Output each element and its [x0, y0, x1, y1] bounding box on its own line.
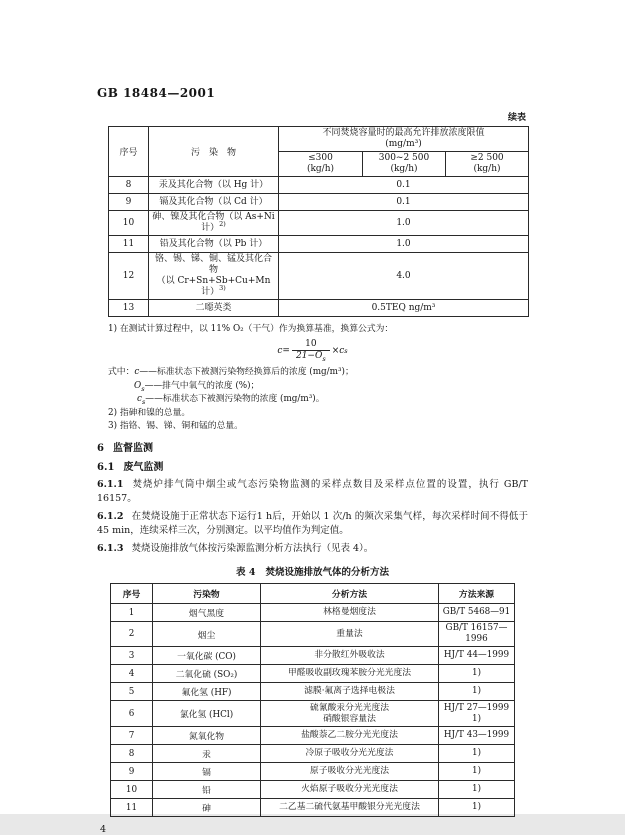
- table-row: [111, 745, 515, 763]
- pollutant-cell: 氯化氢 (HCl): [153, 701, 261, 727]
- pollutant-text: 镉及其化合物（以 Cd 计）: [159, 196, 268, 207]
- limit-value-cell: 0.5TEQ ng/m³: [279, 300, 529, 317]
- section-number: 6: [97, 442, 104, 454]
- method-cell: [261, 647, 439, 665]
- pollutant-name: [151, 212, 276, 234]
- conversion-formula: c = $\frac{10}{21-O_s}$ × c s: [277, 339, 348, 363]
- pollutant-cell: [149, 211, 279, 236]
- subcol-range: 300~2 500: [378, 153, 430, 163]
- method-text: 重量法: [336, 628, 363, 639]
- table1-col-pollutant-header: 污 染 物: [149, 127, 279, 177]
- row-number-cell: 6: [111, 701, 153, 727]
- method-text: 林格曼烟度法: [323, 607, 376, 617]
- clause-text: 焚烧炉排气筒中烟尘或气态污染物监测的采样点数目及采样点位置的设置，执行 GB/T 16157。: [97, 478, 528, 504]
- pollutant-cell: 氮氧化物: [153, 727, 261, 745]
- footnote-1: 1) 在测试计算过程中，以 11% O₂（干气）作为换算基准，换算公式为：: [108, 324, 394, 334]
- row-number-cell: 8: [109, 177, 149, 194]
- method-cell: [261, 727, 439, 745]
- clause-number: 6.1.2: [97, 510, 124, 522]
- table-row: [111, 622, 515, 647]
- emission-limits-table: [108, 126, 529, 317]
- source-text: 1): [471, 668, 482, 678]
- table-row: [111, 604, 515, 622]
- pollutant-cell: [149, 253, 279, 300]
- source-text-line2: 1): [471, 713, 482, 724]
- source-text: 1): [471, 766, 482, 776]
- method-text: 非分散红外吸收法: [314, 650, 385, 660]
- method-text: 滤膜·氟离子选择电极法: [304, 686, 395, 696]
- formula-equals: =: [282, 345, 290, 356]
- method-text: 火焰原子吸收分光光度法: [301, 784, 398, 794]
- pollutant-cell: 烟尘: [153, 622, 261, 647]
- source-cell: [439, 781, 515, 799]
- method-cell: [261, 604, 439, 622]
- definition-text: ——标准状态下被测污染物经换算后的浓度 (mg/m³)；: [139, 367, 354, 377]
- limit-title-text: 不同焚烧容量时的最高允许排放浓度限值: [322, 128, 485, 138]
- table4-title-label: 表 4: [236, 567, 256, 578]
- pollutant-cell: 二氧化硫 (SO₂): [153, 665, 261, 683]
- formula-fraction: [292, 339, 330, 362]
- row-number-cell: 2: [111, 622, 153, 647]
- pollutant-cell: 氟化氢 (HF): [153, 683, 261, 701]
- table-row: [109, 177, 529, 194]
- formula-definition: [137, 393, 528, 407]
- pollutant-text: 二噁英类: [195, 302, 232, 313]
- section-title: 废气监测: [123, 461, 164, 473]
- method-text-line2: 硝酸银容量法: [323, 713, 376, 724]
- footnote-2: 2) 指砷和镍的总量。: [108, 407, 191, 418]
- source-text: 1): [471, 686, 482, 696]
- limit-value-cell: 4.0: [279, 253, 529, 300]
- clause-6-1-1: [97, 478, 528, 507]
- pollutant-cell: 砷: [153, 799, 261, 817]
- table4-title: [97, 564, 528, 578]
- table-row: [111, 763, 515, 781]
- method-cell: [261, 745, 439, 763]
- clause-number: 6.1.3: [97, 542, 124, 554]
- pollutant-cell: [149, 194, 279, 211]
- table4-col-pollutant-header: 污染物: [153, 584, 261, 604]
- footnote-ref: 2): [219, 220, 226, 228]
- table-row: [111, 781, 515, 799]
- limit-value-cell: 0.1: [279, 177, 529, 194]
- pollutant-cell: 一氧化碳 (CO): [153, 647, 261, 665]
- formula-definition: [134, 380, 528, 394]
- table-row: [111, 727, 515, 745]
- table-row: [111, 701, 515, 727]
- formula-denominator: [292, 350, 330, 362]
- section-title: 监督监测: [112, 442, 153, 454]
- row-number-cell: 9: [109, 194, 149, 211]
- method-cell: [261, 622, 439, 647]
- source-text: GB/T 5468—91: [442, 607, 511, 617]
- pollutant-name-line2: [151, 276, 276, 298]
- source-text: 1): [471, 802, 482, 812]
- table1-subcol-3-header: [446, 152, 529, 177]
- source-text: HJ/T 43—1999: [443, 730, 510, 740]
- section-heading-6-1: [97, 461, 528, 475]
- page-content: [97, 86, 528, 835]
- row-number-cell: 10: [109, 211, 149, 236]
- method-text: 原子吸收分光光度法: [309, 766, 390, 776]
- source-text: HJ/T 27—1999: [443, 702, 510, 713]
- limit-value-cell: 0.1: [279, 194, 529, 211]
- continued-table-label: 续表: [507, 113, 526, 123]
- pollutant-text: 铬、锡、锑、铜、锰及其化合物: [154, 254, 272, 275]
- source-cell: [439, 745, 515, 763]
- formula-lhs: c: [277, 345, 283, 356]
- table1-col-no-header: 序号: [109, 127, 149, 177]
- clause-6-1-2: [97, 510, 528, 539]
- pollutant-text: （以 Cr+Sn+Sb+Cu+Mn 计）: [156, 276, 271, 297]
- row-number-cell: 13: [109, 300, 149, 317]
- method-cell: [261, 683, 439, 701]
- row-number-cell: 10: [111, 781, 153, 799]
- source-cell: [439, 622, 515, 647]
- pollutant-text: 砷、镍及其化合物（以 As+Ni 计）: [152, 212, 275, 233]
- subcol-range: ≥2 500: [470, 153, 504, 163]
- footnote-ref: 3): [219, 284, 226, 292]
- table-row: [109, 300, 529, 317]
- row-number-cell: 1: [111, 604, 153, 622]
- source-cell: [439, 763, 515, 781]
- source-cell: [439, 665, 515, 683]
- row-number-cell: 12: [109, 253, 149, 300]
- clause-text: 在焚烧设施于正常状态下运行1 h后，开始以 1 次/h 的频次采集气样，每次采样时间不得低于 45 min，连续采样三次，分别测定。以平均值作为判定值。: [97, 510, 528, 536]
- definition-text: ——标准状态下被测污染物的浓度 (mg/m³)。: [145, 394, 325, 404]
- table-row: [109, 253, 529, 300]
- pollutant-text: 汞及其化合物（以 Hg 计）: [158, 179, 269, 190]
- section-number: 6.1: [97, 461, 115, 473]
- definition-symbol: [134, 380, 145, 394]
- pollutant-name: [151, 239, 276, 250]
- analysis-methods-table: [110, 583, 515, 817]
- table1-subcol-2-header: [363, 152, 446, 177]
- source-text: GB/T 16157—1996: [445, 623, 508, 644]
- method-text: 盐酸萘乙二胺分光光度法: [301, 730, 398, 740]
- clause-text: 焚烧设施排放气体按污染源监测分析方法执行（见表 4）。: [131, 542, 374, 554]
- clause-number: 6.1.1: [97, 478, 124, 490]
- symbol-text: O: [134, 380, 142, 391]
- pollutant-cell: [149, 236, 279, 253]
- method-text: 硫氰酸汞分光光度法: [309, 702, 390, 713]
- table-row: [111, 683, 515, 701]
- row-number-cell: 3: [111, 647, 153, 665]
- source-cell: [439, 701, 515, 727]
- subcol-range: ≤300: [308, 153, 333, 163]
- symbol-text: c: [134, 367, 140, 377]
- definition-symbol: [137, 393, 145, 407]
- table4-col-no-header: 序号: [111, 584, 153, 604]
- method-cell: [261, 781, 439, 799]
- limit-value-cell: 1.0: [279, 236, 529, 253]
- row-number-cell: 11: [111, 799, 153, 817]
- method-cell: [261, 763, 439, 781]
- source-cell: [439, 647, 515, 665]
- subcol-unit: (kg/h): [473, 164, 501, 174]
- denominator-text: 21−O: [295, 351, 323, 361]
- pollutant-text: 铅及其化合物（以 Pb 计）: [159, 238, 268, 249]
- formula-rhs: c: [339, 345, 345, 356]
- pollutant-name: [151, 197, 276, 208]
- source-cell: [439, 683, 515, 701]
- pollutant-name: [151, 180, 276, 191]
- source-cell: [439, 799, 515, 817]
- table-row: [109, 194, 529, 211]
- page-number: 4: [100, 824, 107, 835]
- formula-definition: [108, 366, 528, 380]
- source-text: HJ/T 44—1999: [443, 650, 510, 660]
- pollutant-cell: 铅: [153, 781, 261, 799]
- method-cell: [261, 701, 439, 727]
- section-heading-6: [97, 442, 528, 456]
- formula-numerator: 10: [305, 339, 317, 349]
- row-number-cell: 8: [111, 745, 153, 763]
- table4-title-text: 焚烧设施排放气体的分析方法: [265, 567, 389, 578]
- source-text: 1): [471, 748, 482, 758]
- method-text: 甲醛吸收副玫瑰苯胺分光光度法: [287, 668, 412, 678]
- footnote-3: 3) 指铬、锡、锑、铜和锰的总量。: [108, 420, 243, 431]
- subcol-unit: (kg/h): [390, 164, 418, 174]
- clause-6-1-3: [97, 542, 528, 557]
- pollutant-cell: 镉: [153, 763, 261, 781]
- symbol-subscript: s: [141, 384, 145, 393]
- pollutant-name: [151, 254, 276, 276]
- row-number-cell: 5: [111, 683, 153, 701]
- subcol-unit: (kg/h): [306, 164, 335, 174]
- denominator-subscript: s: [322, 354, 326, 363]
- symbol-text: c: [137, 394, 142, 404]
- table1-subcol-1-header: [279, 152, 363, 177]
- symbol-subscript: s: [141, 397, 146, 406]
- doc-number: GB 18484—2001: [97, 86, 216, 100]
- source-cell: [439, 727, 515, 745]
- pollutant-name: [151, 303, 276, 314]
- row-number-cell: 7: [111, 727, 153, 745]
- table1-header-row-1: [109, 127, 529, 152]
- limit-unit-text: (mg/m³): [385, 139, 422, 149]
- pollutant-cell: 烟气黑度: [153, 604, 261, 622]
- pollutant-cell: [149, 300, 279, 317]
- source-text: 1): [471, 784, 482, 794]
- table4-col-source-header: 方法来源: [439, 584, 515, 604]
- table-row: [111, 647, 515, 665]
- limit-value-cell: 1.0: [279, 211, 529, 236]
- method-cell: [261, 665, 439, 683]
- formula-times: ×: [331, 345, 340, 356]
- definition-text: ——排气中氧气的浓度 (%)；: [144, 380, 260, 391]
- row-number-cell: 9: [111, 763, 153, 781]
- pollutant-cell: 汞: [153, 745, 261, 763]
- method-text: 冷原子吸收分光光度法: [305, 748, 394, 758]
- table-row: [111, 799, 515, 817]
- table1-limit-title-header: [279, 127, 529, 152]
- method-text: 二乙基二硫代氨基甲酸银分光光度法: [279, 802, 420, 812]
- table-row: [111, 665, 515, 683]
- definition-prefix: 式中：: [108, 367, 135, 377]
- table-row: [109, 236, 529, 253]
- table-row: [109, 211, 529, 236]
- table4-header-row: [111, 584, 515, 604]
- method-cell: [261, 799, 439, 817]
- row-number-cell: 11: [109, 236, 149, 253]
- row-number-cell: 4: [111, 665, 153, 683]
- table4-col-method-header: 分析方法: [261, 584, 439, 604]
- pollutant-cell: [149, 177, 279, 194]
- source-cell: [439, 604, 515, 622]
